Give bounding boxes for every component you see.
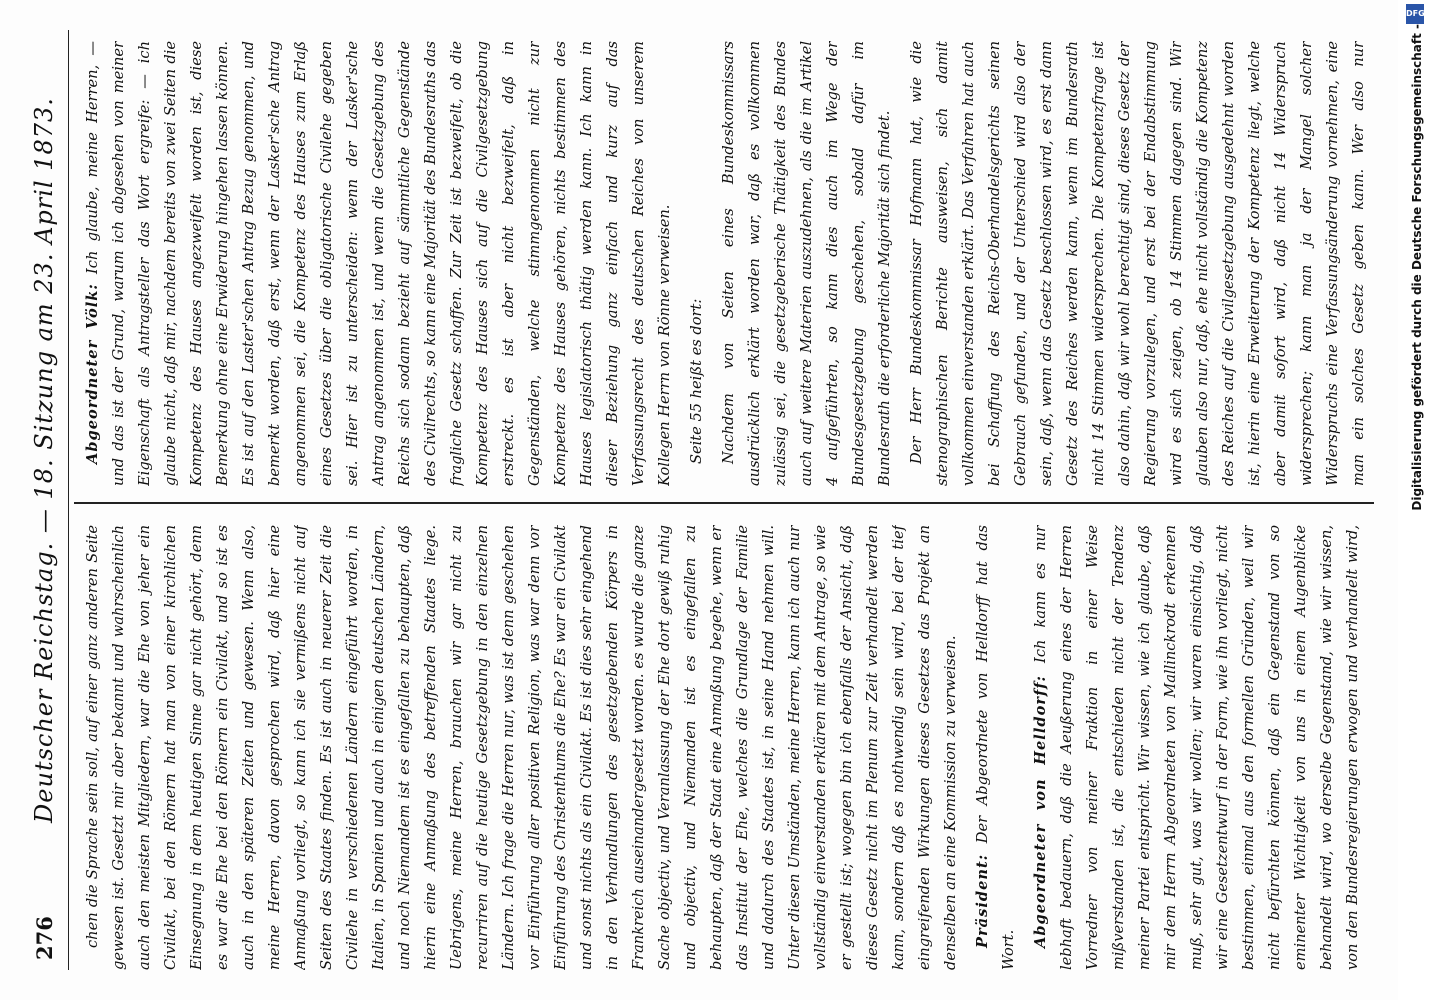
paragraph-text: Der Abgeordnete von Helldorff hat das Wort.: [974, 525, 1017, 970]
paragraph: [970, 525, 1022, 970]
watermark-strip: [1398, 0, 1432, 1000]
paragraph: chen die Sprache sein soll, auf einer ganz anderen Seite gewesen ist. Gesetzt mir aber bekannt und wahrscheinlich auch den meisten Mitgliedern, war die Ehe von jeher ein Civilakt, bei den Römern hat man von einer kirchlichen Einsegnung in dem heutigen Sinne gar nicht gehört, denn es war die Ehe bei den Römern ein Civilakt, und so ist es auch in den späteren Zeiten und gewesen. Wenn also, meine Herren, davon gesprochen wird, daß hier eine Anmaßung vorliegt, so kann ich sie vermißens nicht auf Seiten des Staates finden. Es ist auch in neuerer Zeit die Civilehe in verschiedenen Ländern eingeführt worden, in Italien, in Spanien und auch in einigen deutschen Ländern, und noch Niemandem ist es eingefallen zu behaupten, daß hierin eine Anmaßung des betreffenden Staates liege. Uebrigens, meine Herren, brauchen wir gar nicht zu recurriren auf die heutige Gesetzgebung in den einzelnen Ländern. Ich frage die Herren nur, was ist denn geschehen vor Einführung aller positiven Religion, was war denn vor Einführung des Christenthums die Ehe? Es war ein Civilakt und sonst nichts als ein Civilakt. Es ist dies sehr eingehend in den Verhandlungen des gesetzgebenden Körpers in Frankreich auseinandergesetzt worden. es wurde die ganze Sache objectiv, und Veranlassung der Ehe dort gewiß ruhig und objectiv, und Niemanden ist es eingefallen zu behaupten, daß der Staat eine Anmaßung begehe, wenn er das Institut der Ehe, welches die Grundlage der Familie und dadurch des Staates ist, in seine Hand nehmen will. Unter diesen Umständen, meine Herren, kann ich auch nur vollständig einverstanden erklären mit dem Antrage, so wie er gestellt ist; wogegen bin ich ebenfalls der Ansicht, daß dieses Gesetz nicht im Plenum zur Zeit verhandelt werden kann, sondern daß es nothwendig sein wird, bei der tief eingreifenden Wirkungen dieses Gesetzes das Projekt an denselben an eine Kommission zu verweisen.: [84, 525, 959, 970]
paragraph-text: Ich glaube, meine Herren, — und das ist der Grund, warum ich abgesehen von meiner Eigenschaft als Antragsteller das Wort ergreife: — ich glaube nicht, daß mir, nachdem bereits von zwei Seiten die Kompetenz des Hauses angezweifelt worden ist, diese Bemerkung ohne eine Erwiderung hingehen lassen können. Es ist auf den Laster'schen Antrag Bezug genommen, und bemerkt worden, daß erst, wenn der Lasker'sche Antrag angenommen sei, die Kompetenz des Hauses zum Erlaß eines Gesetzes über die obligatorische Civilehe gegeben sei. Hier ist zu unterscheiden: wenn der Lasker'sche Antrag angenommen ist, und wenn die Gesetzgebung des Reichs sich sodann bezieht auf sämmtliche Gegenstände des Civilrechts, so kann eine Majorität des Bundesraths das fragliche Gesetz schaffen. Zur Zeit ist bezweifelt, ob die Kompetenz des Hauses sich auf die Civilgesetzgebung erstreckt. es ist aber nicht bezweifelt, daß in Gegenständen, welche stimmgenommen nicht zur Kompetenz des Hauses gehören, nichts bestimmen des Hauses legislatorisch thätig werden kann. Ich kann in dieser Beziehung ganz einfach und kurz auf das Verfassungsrecht des deutschen Reiches von unserem Kollegen Herrn von Rönne verweisen.: [84, 41, 673, 486]
paragraph: [1028, 525, 1370, 970]
paragraph-text: Ich kann es nur lebhaft bedauern, daß die Aeußerung eines der Herren Vorredner von meiner Fraktion in einer Weise mißverstanden ist, die entschieden nicht der Tendenz meiner Partei entspricht. Wir wissen, wie ich glaube, daß mir dem Herrn Abgeordneten von Mallinckrodt erkennen muß, sehr gut, was wir wollen; wir waren einsichtig, daß wir eine Gesetzentwurf in der Form, wie ihn vorliegt, nicht bestimmen, einmal aus den formellen Gründen, weil wir nicht befürchten können, daß ein Gegenstand von so eminenter Wichtigkeit von uns in einem Augenblicke behandelt wird, wo derselbe Gegenstand, wie wir wissen, von den Bundesregierungen erwogen und verhandelt wird,: [1032, 525, 1361, 970]
paragraph: Der Herr Bundeskommissar Hofmann hat, wie die stenographischen Berichte ausweisen, sich damit vollkommen einverstanden erklärt. Das Verfahren hat auch bei Schaffung des Reichs-Oberhandelsgerichts seinen Gebrauch gefunden, und der Unterschied wird also der sein, daß, wenn das Gesetz beschlossen wird, es erst dann Gesetz des Reiches werden kann, wenn im Bundesrath nicht 14 Stimmen widersprechen. Die Kompetenzfrage ist also dahin, daß wir wohl berechtigt sind, dieses Gesetz der Regierung vorzulegen, und erst bei der Endabstimmung wird es sich zeigen, ob 14 Stimmen dagegen sind. Wir glauben also nur, daß, ehe nicht vollständig die Kompetenz des Reiches auf die Civilgesetzgebung ausgedehnt worden ist, hierin eine Erweiterung der Kompetenz liegt, welche aber damit sofort wird, daß nicht 14 Widerspruch widersprechen; kann man ja der Mangel solcher Widerspruchs eine Verfassungsänderung vornehmen, eine man ein solches Gesetz geben kann. Wer also nur: [908, 41, 1367, 486]
page-number: 276: [32, 916, 57, 960]
text-column-right: [80, 41, 1370, 486]
speaker-label: Abgeordneter Völk:: [84, 283, 101, 464]
speaker-label: Abgeordneter von Helldorff:: [1032, 675, 1049, 948]
quoted-paragraph: Nachdem von Seiten eines Bundeskommissars ausdrücklich erklärt worden war, daß es vollkommen zulässig sei, die gesetzgeberische Thätigkeit des Bundes auch auf weitere Materien auszudehnen, als die im Artikel 4 aufgeführten, so kann dies auch im Wege der Bundesgesetzgebung geschehen, sobald dafür im Bundesrath die erforderliche Majorität sich findet.: [720, 41, 893, 486]
paragraph: [80, 41, 678, 486]
speaker-label: Präsident:: [974, 853, 991, 948]
running-title: Deutscher Reichstag. — 18. Sitzung am 23. April 1873.: [30, 97, 58, 823]
paragraph: Seite 55 heißt es dort:: [688, 298, 705, 464]
column-divider: [74, 503, 1374, 505]
page-header: [20, 30, 69, 970]
text-column-left: [80, 525, 1370, 970]
digitization-notice: Digitalisierung gefördert durch die Deutsche Forschungsgemeinschaft -: [1410, 24, 1424, 511]
dfg-logo: DFG: [1406, 4, 1424, 24]
rotated-page-content: [20, 30, 1380, 970]
